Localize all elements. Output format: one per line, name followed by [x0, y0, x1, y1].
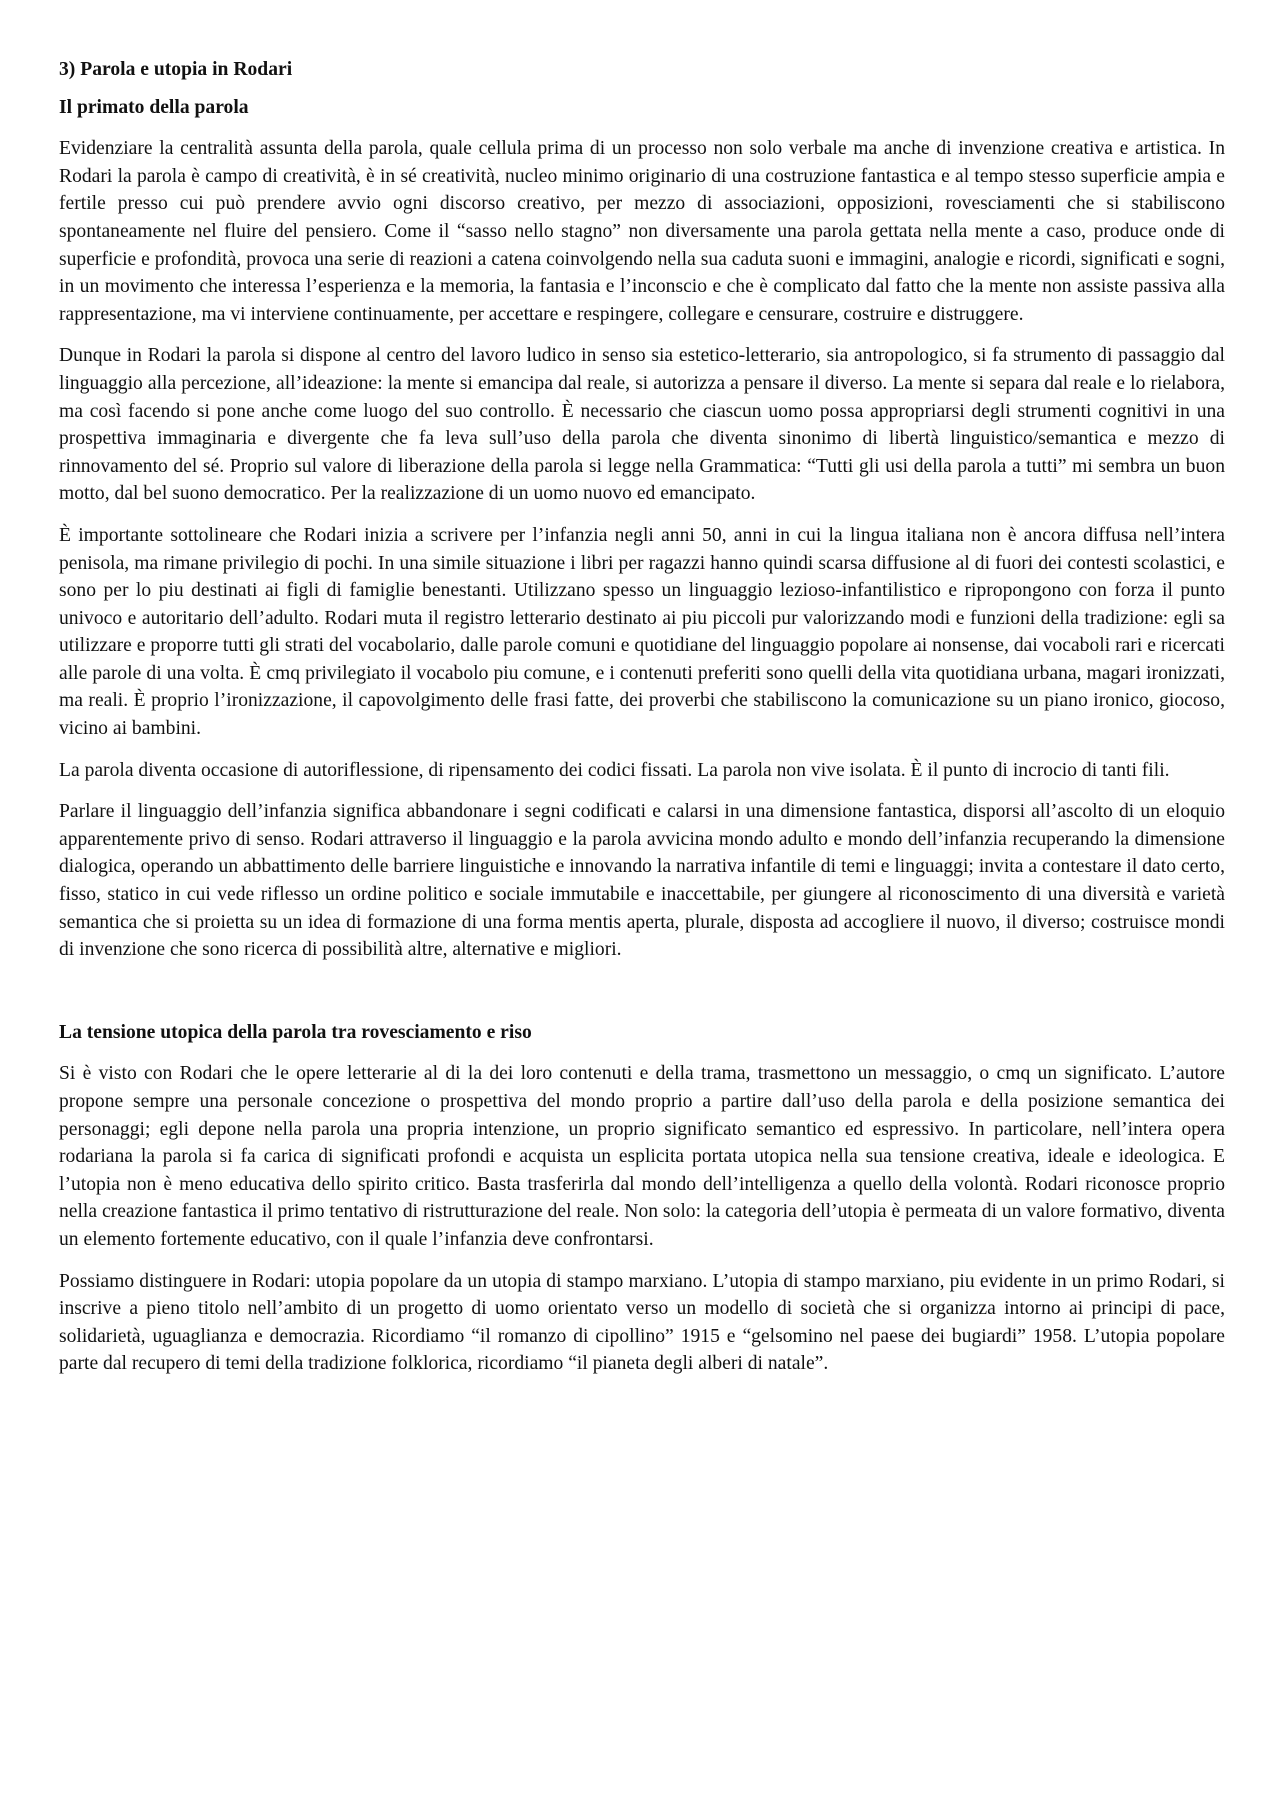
- paragraph: Parlare il linguaggio dell’infanzia significa abbandonare i segni codificati e calarsi in una dimensione fantastica, disporsi all’ascolto di un eloquio apparentemente privo di senso. Rodari attraverso il linguaggio e la parola avvicina mondo adulto e mondo dell’infanzia recuperando la dimensione dialogica, operando un abbattimento delle barriere linguistiche e innovando la narrativa infantile di temi e linguaggi; invita a contestare il dato certo, fisso, statico in cui vede riflesso un ordine politico e sociale immutabile e inaccettabile, per giungere al riconoscimento di una diversità e varietà semantica che si proietta su un idea di formazione di una forma mentis aperta, plurale, disposta ad accogliere il nuovo, il diverso; costruisce mondi di invenzione che sono ricerca di possibilità altre, alternative e migliori.: [59, 801, 1225, 961]
- paragraph: È importante sottolineare che Rodari inizia a scrivere per l’infanzia negli anni 50, anni in cui la lingua italiana non è ancora diffusa nell’intera penisola, ma rimane privilegio di pochi. In una simile situazione i libri per ragazzi hanno quindi scarsa diffusione al di fuori dei contesti scolastici, e sono per lo piu destinati ai figli di famiglie benestanti. Utilizzano spesso un linguaggio lezioso-infantilistico e ripropongono con forza il punto univoco e autoritario dell’adulto. Rodari muta il registro letterario destinato ai piu piccoli pur valorizzando modi e funzioni della tradizione: egli sa utilizzare e proporre tutti gli strati del vocabolario, dalle parole comuni e quotidiane del linguaggio popolare ai nonsense, dai vocaboli rari e ricercati alle parole di una volta. È cmq privilegiato il vocabolo piu comune, e i contenuti preferiti sono quelli della vita quotidiana urbana, magari ironizzati, ma reali. È proprio l’ironizzazione, il capovolgimento delle frasi fatte, dei proverbi che stabiliscono la comunicazione su un piano ironico, giocoso, vicino ai bambini.: [59, 524, 1225, 740]
- paragraph: Dunque in Rodari la parola si dispone al centro del lavoro ludico in senso sia estetico-letterario, sia antropologico, si fa strumento di passaggio dal linguaggio alla percezione, all’ideazione: la mente si emancipa dal reale, si autorizza a pensare il diverso. La mente si separa dal reale e lo rielabora, ma così facendo si pone anche come luogo del suo controllo. È necessario che ciascun uomo possa appropriarsi degli strumenti cognitivi in una prospettiva immaginaria e divergente che fa leva sull’uso della parola che diventa sinonimo di libertà linguistico/semantica e mezzo di rinnovamento del sé. Proprio sul valore di liberazione della parola si legge nella Grammatica: “Tutti gli usi della parola a tutti” mi sembra un buon motto, dal bel suono democratico. Per la realizzazione di un uomo nuovo ed emancipato.: [59, 345, 1225, 505]
- paragraph: La parola diventa occasione di autoriflessione, di ripensamento dei codici fissati. La parola non vive isolata. È il punto di incrocio di tanti fili.: [59, 759, 1170, 781]
- document-page: [59, 56, 1225, 1392]
- section-heading: Il primato della parola: [59, 96, 249, 118]
- paragraph: Evidenziare la centralità assunta della parola, quale cellula prima di un processo non solo verbale ma anche di invenzione creativa e artistica. In Rodari la parola è campo di creatività, è in sé creatività, nucleo minimo originario di una costruzione fantastica e al tempo stesso superficie ampia e fertile presso cui può prendere avvio ogni discorso creativo, per mezzo di associazioni, opposizioni, rovesciamenti che si stabiliscono spontaneamente nel fluire del pensiero. Come il “sasso nello stagno” non diversamente una parola gettata nella mente a caso, produce onde di superficie e profondità, provoca una serie di reazioni a catena coinvolgendo nella sua caduta suoni e immagini, analogie e ricordi, significati e sogni, in un movimento che interessa l’esperienza e la memoria, la fantasia e l’inconscio e che è complicato dal fatto che la mente non assiste passiva alla rappresentazione, ma vi interviene continuamente, per accettare e respingere, collegare e censurare, costruire e distruggere.: [59, 138, 1225, 325]
- section-spacer: [59, 978, 1225, 1019]
- paragraph: Possiamo distinguere in Rodari: utopia popolare da un utopia di stampo marxiano. L’utopia di stampo marxiano, piu evidente in un primo Rodari, si inscrive a pieno titolo nell’ambito di un progetto di uomo orientato verso un modello di società che si organizza intorno ai principi di pace, solidarietà, uguaglianza e democrazia. Ricordiamo “il romanzo di cipollino” 1915 e “gelsomino nel paese dei bugiardi” 1958. L’utopia popolare parte dal recupero di temi della tradizione folklorica, ricordiamo “il pianeta degli alberi di natale”.: [59, 1270, 1225, 1375]
- section-tensione-utopica: [59, 1019, 1225, 1378]
- paragraph: Si è visto con Rodari che le opere letterarie al di la dei loro contenuti e della trama, trasmettono un messaggio, o cmq un significato. L’autore propone sempre una personale concezione o prospettiva del mondo proprio a partire dall’uso della parola e della posizione semantica dei personaggi; egli depone nella parola una propria intenzione, un proprio significato semantico ed espressivo. In particolare, nell’intera opera rodariana la parola si fa carica di significati profondi e acquista un esplicita portata utopica nella sua tensione creativa, ideale e ideologica. E l’utopia non è meno educativa dello spirito critico. Basta trasferirla dal mondo dell’intelligenza a quello della volontà. Rodari riconosce proprio nella creazione fantastica il primo tentativo di ristrutturazione del reale. Non solo: la categoria dell’utopia è permeata di un valore formativo, diventa un elemento fortemente educativo, con il quale l’infanzia deve confrontarsi.: [59, 1063, 1225, 1250]
- section-primato: [59, 94, 1225, 964]
- document-title: 3) Parola e utopia in Rodari: [59, 59, 293, 80]
- section-heading: La tensione utopica della parola tra rovesciamento e riso: [59, 1021, 532, 1043]
